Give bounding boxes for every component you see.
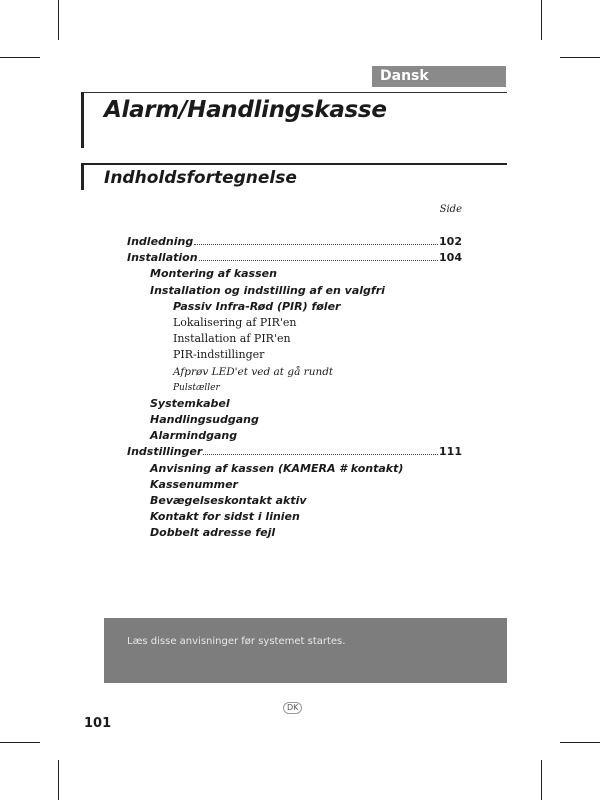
toc-entry[interactable] xyxy=(127,266,462,282)
toc-entry[interactable] xyxy=(127,347,462,363)
toc-entry[interactable] xyxy=(127,525,462,541)
toc-entry[interactable] xyxy=(127,412,462,428)
dot-leader xyxy=(199,259,438,261)
toc-entry-text: Montering af kassen xyxy=(150,267,277,281)
crop-mark xyxy=(541,760,542,800)
toc-heading: Indholdsfortegnelse xyxy=(104,168,297,188)
side-column-label: Side xyxy=(439,204,462,215)
toc-entry[interactable] xyxy=(127,493,462,509)
page-number: 101 xyxy=(84,716,112,731)
toc-entry-text: Installation og indstilling af en valgfri xyxy=(150,283,385,297)
toc-entry[interactable] xyxy=(127,509,462,525)
toc-entry-indledning[interactable] xyxy=(127,234,462,250)
toc-entry-text: Anvisning af kassen (KAMERA # kontakt) xyxy=(150,461,404,475)
toc-entry[interactable] xyxy=(127,364,462,380)
toc-entry-text: Installation af PIR'en xyxy=(173,332,291,346)
toc-entry[interactable] xyxy=(127,283,462,299)
toc-entry[interactable] xyxy=(127,315,462,331)
crop-mark xyxy=(58,0,59,40)
toc-entry-text: Dobbelt adresse fejl xyxy=(150,526,276,540)
document-title: Alarm/Handlingskasse xyxy=(104,97,387,123)
crop-mark xyxy=(0,742,40,743)
toc-entry[interactable] xyxy=(127,380,462,396)
toc-entry[interactable] xyxy=(127,331,462,347)
crop-mark xyxy=(58,760,59,800)
toc-page-number: 102 xyxy=(439,235,462,248)
toc-entry[interactable] xyxy=(127,428,462,444)
toc-entry-text: Systemkabel xyxy=(150,396,230,410)
title-side-bar xyxy=(81,92,84,148)
instruction-note-box xyxy=(104,618,507,683)
toc-entry-text: Lokalisering af PIR'en xyxy=(173,315,297,329)
toc-page-number: 104 xyxy=(439,251,462,265)
crop-mark xyxy=(0,57,40,58)
toc-entry-text: Installation xyxy=(127,251,198,265)
toc-entry-text: Indledning xyxy=(127,235,194,248)
toc-entry-text: Kassenummer xyxy=(150,477,238,491)
toc-entry-text: PIR-indstillinger xyxy=(173,348,265,362)
dot-leader xyxy=(194,243,438,245)
language-tab: Dansk xyxy=(372,66,506,87)
toc-page-number: 111 xyxy=(439,445,462,459)
toc-entry[interactable] xyxy=(127,299,462,315)
toc-entry-text: Alarmindgang xyxy=(150,429,238,443)
crop-mark xyxy=(541,0,542,40)
table-of-contents xyxy=(127,234,462,542)
dot-leader xyxy=(203,453,438,455)
toc-entry-text: Pulstæller xyxy=(173,382,220,393)
instruction-note-text: Læs disse anvisninger før systemet startes. xyxy=(127,636,346,647)
toc-entry-text: Kontakt for sidst i linien xyxy=(150,510,300,524)
toc-heading-side-bar xyxy=(81,163,84,190)
country-badge: DK xyxy=(283,702,302,714)
toc-entry-indstillinger[interactable] xyxy=(127,444,462,460)
toc-entry-text: Passiv Infra-Rød (PIR) føler xyxy=(173,299,341,313)
toc-entry[interactable] xyxy=(127,396,462,412)
toc-entry-text: Bevægelseskontakt aktiv xyxy=(150,494,307,507)
toc-entry-text: Indstillinger xyxy=(127,445,203,459)
title-top-rule xyxy=(84,92,507,93)
toc-entry-text: Afprøv LED'et ved at gå rundt xyxy=(173,365,334,378)
toc-entry[interactable] xyxy=(127,477,462,493)
toc-entry-text: Handlingsudgang xyxy=(150,413,259,427)
crop-mark xyxy=(560,742,600,743)
toc-entry-installation[interactable] xyxy=(127,250,462,266)
toc-heading-rule xyxy=(84,163,507,165)
toc-entry[interactable] xyxy=(127,461,462,477)
crop-mark xyxy=(560,57,600,58)
